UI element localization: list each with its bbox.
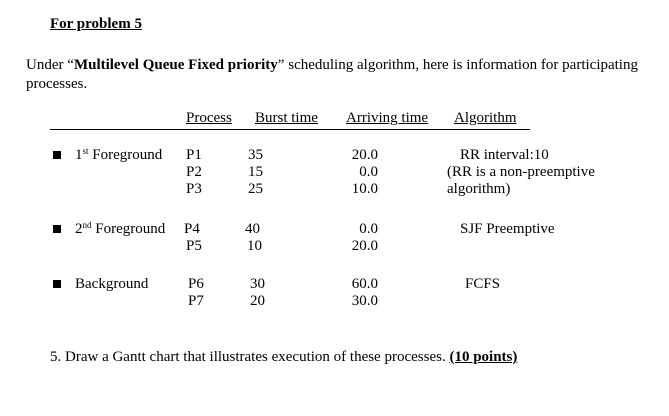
burst-cell: 30 xyxy=(250,276,265,292)
queue-label-background: Background xyxy=(75,276,149,292)
queue-label-1st-foreground: 1st Foreground xyxy=(75,146,163,163)
burst-cell: 25 xyxy=(248,181,263,197)
intro-paragraph xyxy=(26,56,638,94)
bullet-icon xyxy=(53,151,61,159)
arrival-cell: 10.0 xyxy=(351,181,378,197)
burst-list xyxy=(250,276,265,310)
bullet-icon xyxy=(53,280,61,288)
algorithm-cell: SJF Preemptive xyxy=(460,221,555,237)
queue-label-2nd-foreground: 2nd Foreground xyxy=(75,220,166,237)
arrival-list xyxy=(330,147,378,198)
arrival-cell: 60.0 xyxy=(351,276,378,292)
intro-prefix: Under “ xyxy=(26,57,74,73)
question-5 xyxy=(50,350,517,365)
process-list xyxy=(184,221,202,255)
header-burst-time: Burst time xyxy=(255,110,318,126)
intro-suffix: ” scheduling algorithm, here is information for participating processes. xyxy=(26,57,638,92)
arrival-cell: 0.0 xyxy=(359,164,378,180)
algorithm-cell: RR interval:10 (RR is a non-preemptive algorithm) xyxy=(447,147,595,197)
arrival-list xyxy=(330,276,378,310)
process-cell: P3 xyxy=(186,181,202,197)
intro-algorithm-name: Multilevel Queue Fixed priority xyxy=(73,57,278,73)
arrival-cell: 20.0 xyxy=(351,147,378,163)
process-cell: P5 xyxy=(186,238,202,254)
header-arriving-time: Arriving time xyxy=(346,110,429,126)
arrival-cell: 30.0 xyxy=(351,293,378,309)
arrival-cell: 20.0 xyxy=(351,238,378,254)
process-cell: P6 xyxy=(188,276,204,292)
arrival-list xyxy=(330,221,378,255)
process-list xyxy=(186,147,202,198)
burst-list xyxy=(248,147,263,198)
burst-cell: 40 xyxy=(245,221,260,237)
table-header-rule xyxy=(50,129,530,130)
burst-list xyxy=(245,221,262,255)
process-cell: P2 xyxy=(186,164,202,180)
header-process: Process xyxy=(186,110,232,126)
process-cell: P7 xyxy=(188,293,204,309)
burst-cell: 15 xyxy=(248,164,263,180)
process-cell: P4 xyxy=(184,221,200,237)
problem-title: For problem 5 xyxy=(50,16,142,32)
arrival-cell: 0.0 xyxy=(359,221,378,237)
question-text: 5. Draw a Gantt chart that illustrates execution of these processes. xyxy=(50,349,450,365)
question-points: (10 points) xyxy=(449,349,518,365)
algorithm-cell: FCFS xyxy=(465,276,501,292)
process-list xyxy=(188,276,204,310)
burst-cell: 10 xyxy=(247,238,262,254)
process-cell: P1 xyxy=(186,147,202,163)
bullet-icon xyxy=(53,225,61,233)
burst-cell: 20 xyxy=(250,293,265,309)
header-algorithm: Algorithm xyxy=(454,110,517,126)
burst-cell: 35 xyxy=(248,147,263,163)
